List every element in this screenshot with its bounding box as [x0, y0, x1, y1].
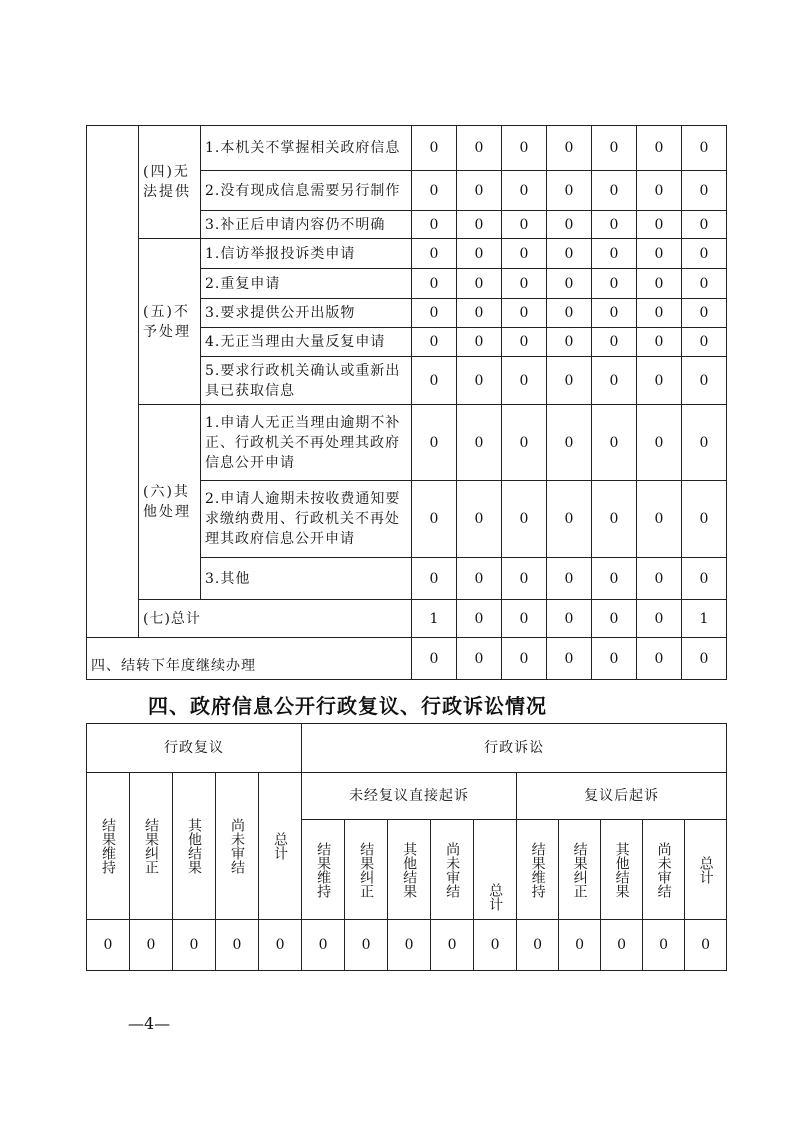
- value-cell: 0: [431, 920, 474, 971]
- value-cell: 0: [547, 239, 592, 269]
- value-cell: 0: [592, 357, 637, 405]
- value-cell: 0: [547, 405, 592, 481]
- value-cell: 0: [502, 239, 547, 269]
- value-cell: 0: [637, 405, 682, 481]
- value-cell: 0: [457, 211, 502, 239]
- review-sub-4: 尚未审结: [216, 773, 259, 920]
- direct-sub-1: 结果维持: [302, 820, 345, 920]
- value-cell: 0: [502, 126, 547, 171]
- value-cell: 0: [457, 638, 502, 680]
- value-cell: 0: [682, 357, 727, 405]
- value-cell: 0: [592, 558, 637, 600]
- value-cell: 0: [502, 638, 547, 680]
- value-cell: 0: [412, 357, 457, 405]
- value-cell: 0: [457, 558, 502, 600]
- direct-sub-2: 结果纠正: [345, 820, 388, 920]
- value-cell: 0: [637, 299, 682, 328]
- value-cell: 0: [592, 328, 637, 357]
- value-cell: 0: [682, 171, 727, 211]
- value-cell: 0: [592, 211, 637, 239]
- value-cell: 0: [502, 481, 547, 558]
- value-cell: 0: [412, 299, 457, 328]
- value-cell: 0: [216, 920, 259, 971]
- item-label: 3.补正后申请内容仍不明确: [201, 211, 412, 239]
- value-cell: 0: [302, 920, 345, 971]
- value-cell: 0: [592, 239, 637, 269]
- value-cell: 0: [643, 920, 685, 971]
- value-cell: 0: [412, 211, 457, 239]
- value-cell: 0: [637, 558, 682, 600]
- review-header: 行政复议: [87, 724, 302, 773]
- value-cell: 1: [412, 600, 457, 638]
- value-cell: 0: [592, 405, 637, 481]
- value-cell: 0: [502, 558, 547, 600]
- value-cell: 0: [682, 558, 727, 600]
- item-label: 2.重复申请: [201, 269, 412, 299]
- value-cell: 0: [502, 269, 547, 299]
- value-cell: 0: [457, 126, 502, 171]
- page-number: —4—: [128, 1014, 171, 1033]
- value-cell: 0: [637, 328, 682, 357]
- value-cell: 0: [457, 299, 502, 328]
- value-cell: 0: [457, 481, 502, 558]
- value-cell: 0: [592, 171, 637, 211]
- value-cell: 0: [457, 405, 502, 481]
- value-cell: 0: [592, 299, 637, 328]
- value-cell: 0: [685, 920, 727, 971]
- item-label: 1.信访举报投诉类申请: [201, 239, 412, 269]
- value-cell: 0: [682, 328, 727, 357]
- value-cell: 0: [457, 328, 502, 357]
- value-cell: 0: [517, 920, 559, 971]
- litigation-header: 行政诉讼: [302, 724, 727, 773]
- value-cell: 0: [412, 126, 457, 171]
- value-cell: 0: [345, 920, 388, 971]
- value-cell: 0: [502, 299, 547, 328]
- after-sub-1: 结果维持: [517, 820, 559, 920]
- value-cell: 0: [547, 558, 592, 600]
- value-cell: 0: [637, 357, 682, 405]
- value-cell: 0: [259, 920, 302, 971]
- value-cell: 0: [637, 126, 682, 171]
- value-cell: 0: [592, 126, 637, 171]
- value-cell: 0: [412, 328, 457, 357]
- item-label: 1.本机关不掌握相关政府信息: [201, 126, 412, 171]
- value-cell: 0: [601, 920, 643, 971]
- value-cell: 0: [682, 481, 727, 558]
- value-cell: 0: [592, 481, 637, 558]
- value-cell: 0: [502, 357, 547, 405]
- value-cell: 0: [547, 357, 592, 405]
- value-cell: 0: [682, 269, 727, 299]
- value-cell: 0: [412, 638, 457, 680]
- category-label-cat4: (四)无法提供: [139, 126, 201, 239]
- value-cell: 0: [592, 600, 637, 638]
- value-cell: 0: [474, 920, 517, 971]
- review-litigation-table: [86, 723, 727, 971]
- item-label: 5.要求行政机关确认或重新出具已获取信息: [201, 357, 412, 405]
- value-cell: 0: [457, 171, 502, 211]
- direct-suit-header: 未经复议直接起诉: [302, 773, 517, 820]
- total-label: (七)总计: [139, 600, 412, 638]
- value-cell: 0: [457, 357, 502, 405]
- value-cell: 0: [547, 299, 592, 328]
- after-review-header: 复议后起诉: [517, 773, 727, 820]
- value-cell: 0: [592, 269, 637, 299]
- value-cell: 0: [637, 269, 682, 299]
- value-cell: 0: [457, 269, 502, 299]
- value-cell: 0: [682, 638, 727, 680]
- carryover-label: 四、结转下年度继续办理: [87, 638, 412, 680]
- value-cell: 0: [559, 920, 601, 971]
- direct-sub-4: 尚未审结: [431, 820, 474, 920]
- value-cell: 0: [502, 405, 547, 481]
- value-cell: 0: [412, 558, 457, 600]
- value-cell: 0: [502, 171, 547, 211]
- value-cell: 0: [547, 269, 592, 299]
- value-cell: 0: [682, 211, 727, 239]
- value-cell: 0: [412, 481, 457, 558]
- value-cell: 0: [87, 920, 130, 971]
- after-sub-4: 尚未审结: [643, 820, 685, 920]
- item-label: 2.没有现成信息需要另行制作: [201, 171, 412, 211]
- direct-sub-3: 其他结果: [388, 820, 431, 920]
- review-sub-5: 总计: [259, 773, 302, 920]
- value-cell: 0: [502, 600, 547, 638]
- value-cell: 0: [547, 600, 592, 638]
- value-cell: 0: [682, 126, 727, 171]
- value-cell: 0: [682, 239, 727, 269]
- value-cell: 0: [592, 638, 637, 680]
- value-cell: 0: [547, 638, 592, 680]
- review-sub-3: 其他结果: [173, 773, 216, 920]
- value-cell: 0: [637, 171, 682, 211]
- value-cell: 0: [682, 299, 727, 328]
- item-label: 1.申请人无正当理由逾期不补正、行政机关不再处理其政府信息公开申请: [201, 405, 412, 481]
- value-cell: 0: [412, 269, 457, 299]
- value-cell: 0: [173, 920, 216, 971]
- value-cell: 0: [547, 211, 592, 239]
- after-sub-3: 其他结果: [601, 820, 643, 920]
- value-cell: 0: [547, 171, 592, 211]
- value-cell: 0: [388, 920, 431, 971]
- value-cell: 0: [547, 126, 592, 171]
- category-label-cat5: (五)不予处理: [139, 239, 201, 405]
- value-cell: 0: [412, 239, 457, 269]
- item-label: 4.无正当理由大量反复申请: [201, 328, 412, 357]
- review-sub-1: 结果维持: [87, 773, 130, 920]
- after-sub-2: 结果纠正: [559, 820, 601, 920]
- value-cell: 0: [412, 405, 457, 481]
- value-cell: 0: [637, 481, 682, 558]
- item-label: 2.申请人逾期未按收费通知要求缴纳费用、行政机关不再处理其政府信息公开申请: [201, 481, 412, 558]
- value-cell: 1: [682, 600, 727, 638]
- item-label: 3.其他: [201, 558, 412, 600]
- value-cell: 0: [412, 171, 457, 211]
- category-label-cat6: (六)其他处理: [139, 405, 201, 600]
- value-cell: 0: [637, 211, 682, 239]
- value-cell: 0: [130, 920, 173, 971]
- section-title: 四、政府信息公开行政复议、行政诉讼情况: [148, 694, 547, 718]
- value-cell: 0: [637, 638, 682, 680]
- value-cell: 0: [637, 600, 682, 638]
- value-cell: 0: [502, 328, 547, 357]
- item-label: 3.要求提供公开出版物: [201, 299, 412, 328]
- application-handling-table: [86, 125, 727, 680]
- value-cell: 0: [682, 405, 727, 481]
- value-cell: 0: [547, 328, 592, 357]
- value-cell: 0: [457, 600, 502, 638]
- part3-left-column: [87, 126, 139, 638]
- value-cell: 0: [637, 239, 682, 269]
- review-sub-2: 结果纠正: [130, 773, 173, 920]
- after-sub-5: 总计: [685, 820, 727, 920]
- direct-sub-5: 总计: [474, 820, 517, 920]
- value-cell: 0: [457, 239, 502, 269]
- value-cell: 0: [547, 481, 592, 558]
- value-cell: 0: [502, 211, 547, 239]
